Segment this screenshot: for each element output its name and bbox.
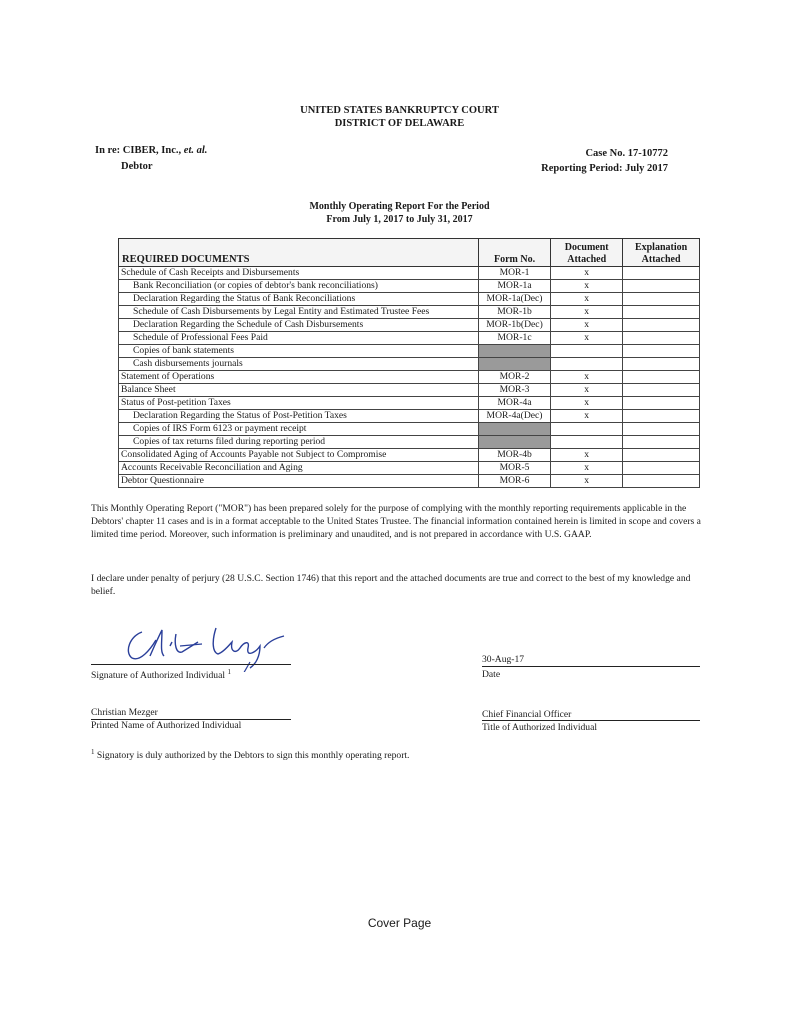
title-value: Chief Financial Officer — [482, 709, 572, 720]
form-no-cell: MOR-5 — [478, 462, 550, 475]
document-attached-cell — [551, 436, 623, 449]
printed-name-label: Printed Name of Authorized Individual — [91, 720, 242, 731]
document-attached-cell: x — [551, 293, 623, 306]
explanation-attached-cell — [623, 436, 700, 449]
form-no-cell: MOR-1b(Dec) — [478, 319, 550, 332]
form-no-cell: MOR-6 — [478, 475, 550, 488]
doc-name-cell: Schedule of Cash Disbursements by Legal Entity and Estimated Trustee Fees — [119, 306, 479, 319]
doc-name-cell: Copies of tax returns filed during reporting period — [119, 436, 479, 449]
in-re-label: In re: CIBER, Inc., — [95, 145, 182, 156]
explanation-attached-cell — [623, 397, 700, 410]
doc-name-cell: Bank Reconciliation (or copies of debtor's bank reconciliations) — [119, 280, 479, 293]
form-no-cell: MOR-4a — [478, 397, 550, 410]
document-attached-cell: x — [551, 462, 623, 475]
explanation-attached-cell — [623, 475, 700, 488]
debtor-label: Debtor — [121, 161, 153, 172]
table-row — [119, 267, 700, 280]
form-no-cell — [478, 423, 550, 436]
form-no-cell: MOR-1c — [478, 332, 550, 345]
doc-name-cell: Balance Sheet — [119, 384, 479, 397]
form-no-cell: MOR-1a — [478, 280, 550, 293]
document-attached-cell: x — [551, 371, 623, 384]
form-no-cell: MOR-4a(Dec) — [478, 410, 550, 423]
document-attached-cell — [551, 423, 623, 436]
signature-line — [91, 664, 291, 665]
table-row — [119, 384, 700, 397]
printed-name-value: Christian Mezger — [91, 707, 158, 718]
document-attached-cell: x — [551, 475, 623, 488]
document-attached-cell: x — [551, 332, 623, 345]
table-row — [119, 462, 700, 475]
table-row — [119, 293, 700, 306]
doc-name-cell: Accounts Receivable Reconciliation and Aging — [119, 462, 479, 475]
document-attached-cell: x — [551, 449, 623, 462]
explanation-attached-cell — [623, 332, 700, 345]
in-re-etal: et. al. — [183, 145, 208, 156]
table-row — [119, 449, 700, 462]
table-row — [119, 397, 700, 410]
date-line — [482, 666, 700, 667]
explanation-attached-cell — [623, 280, 700, 293]
doc-name-cell: Statement of Operations — [119, 371, 479, 384]
document-attached-cell: x — [551, 306, 623, 319]
document-attached-cell: x — [551, 397, 623, 410]
doc-name-cell: Copies of bank statements — [119, 345, 479, 358]
header-form-no: Form No. — [478, 239, 550, 267]
table-header-row — [119, 239, 700, 267]
doc-name-cell: Declaration Regarding the Schedule of Cash Disbursements — [119, 319, 479, 332]
table-row — [119, 332, 700, 345]
form-no-cell — [478, 436, 550, 449]
document-attached-cell: x — [551, 384, 623, 397]
document-attached-cell — [551, 358, 623, 371]
handwritten-signature — [120, 612, 300, 672]
table-row — [119, 319, 700, 332]
court-district: DISTRICT OF DELAWARE — [334, 118, 465, 129]
doc-name-cell: Consolidated Aging of Accounts Payable not Subject to Compromise — [119, 449, 479, 462]
doc-name-cell: Status of Post-petition Taxes — [119, 397, 479, 410]
table-row — [119, 410, 700, 423]
header-required-documents: REQUIRED DOCUMENTS — [119, 239, 479, 267]
explanation-attached-cell — [623, 410, 700, 423]
table-row — [119, 358, 700, 371]
document-attached-cell: x — [551, 267, 623, 280]
table-row — [119, 306, 700, 319]
document-attached-cell: x — [551, 410, 623, 423]
header-document-attached: Document Attached — [551, 239, 623, 267]
in-re-line — [95, 145, 207, 156]
doc-name-cell: Declaration Regarding the Status of Post-Petition Taxes — [119, 410, 479, 423]
form-no-cell: MOR-1 — [478, 267, 550, 280]
cover-page-label: Cover Page — [367, 916, 432, 930]
doc-name-cell: Declaration Regarding the Status of Bank Reconciliations — [119, 293, 479, 306]
footnote-text: Signatory is duly authorized by the Debtors to sign this monthly operating report. — [96, 750, 410, 762]
court-heading — [0, 104, 799, 130]
doc-name-cell: Copies of IRS Form 6123 or payment receipt — [119, 423, 479, 436]
form-no-cell: MOR-1b — [478, 306, 550, 319]
table-row — [119, 345, 700, 358]
doc-name-cell: Debtor Questionnaire — [119, 475, 479, 488]
explanation-attached-cell — [623, 293, 700, 306]
court-name: UNITED STATES BANKRUPTCY COURT — [300, 105, 499, 116]
document-attached-cell — [551, 345, 623, 358]
required-documents-table — [118, 238, 700, 488]
footnote — [91, 748, 409, 761]
explanation-attached-cell — [623, 371, 700, 384]
explanation-attached-cell — [623, 345, 700, 358]
form-no-cell — [478, 345, 550, 358]
table-row — [119, 280, 700, 293]
form-no-cell: MOR-4b — [478, 449, 550, 462]
doc-name-cell: Schedule of Cash Receipts and Disbursements — [119, 267, 479, 280]
signature-footnote-mark: 1 — [227, 668, 231, 676]
perjury-declaration: I declare under penalty of perjury (28 U.S.C. Section 1746) that this report and the attached documents are true and correct to the best of my knowledge and belief. — [91, 573, 691, 597]
signature-label: Signature of Authorized Individual — [91, 670, 226, 682]
report-title — [0, 200, 799, 226]
table-body — [119, 267, 700, 488]
table-row — [119, 475, 700, 488]
explanation-attached-cell — [623, 423, 700, 436]
signature-label-wrap — [91, 668, 231, 681]
doc-name-cell: Schedule of Professional Fees Paid — [119, 332, 479, 345]
title-label: Title of Authorized Individual — [482, 722, 598, 733]
report-title-line2: From July 1, 2017 to July 31, 2017 — [326, 214, 473, 225]
date-value: 30-Aug-17 — [482, 654, 525, 665]
reporting-period: Reporting Period: July 2017 — [541, 163, 668, 174]
form-no-cell: MOR-1a(Dec) — [478, 293, 550, 306]
explanation-attached-cell — [623, 306, 700, 319]
table-row — [119, 371, 700, 384]
header-explanation-attached: Explanation Attached — [623, 239, 700, 267]
document-attached-cell: x — [551, 280, 623, 293]
explanation-attached-cell — [623, 384, 700, 397]
explanation-attached-cell — [623, 358, 700, 371]
explanation-attached-cell — [623, 462, 700, 475]
mor-statement: This Monthly Operating Report ("MOR") has been prepared solely for the purpose of complying with the monthly reporting requirements applicable in the Debtors' chapter 11 cases and is in a format acceptable to the United States Trustee. The financial information contained herein is limited in scope and covers a limited time period. Moreover, such information is preliminary and unaudited, and is not prepared in accordance with U.S. GAAP. — [91, 503, 701, 540]
form-no-cell: MOR-2 — [478, 371, 550, 384]
form-no-cell: MOR-3 — [478, 384, 550, 397]
explanation-attached-cell — [623, 267, 700, 280]
explanation-attached-cell — [623, 319, 700, 332]
explanation-attached-cell — [623, 449, 700, 462]
report-title-line1: Monthly Operating Report For the Period — [309, 201, 490, 212]
table-row — [119, 423, 700, 436]
footnote-mark: 1 — [91, 748, 95, 756]
title-line — [482, 720, 700, 721]
table-row — [119, 436, 700, 449]
document-attached-cell: x — [551, 319, 623, 332]
case-number: Case No. 17-10772 — [585, 148, 668, 159]
doc-name-cell: Cash disbursements journals — [119, 358, 479, 371]
form-no-cell — [478, 358, 550, 371]
date-label: Date — [482, 669, 501, 680]
